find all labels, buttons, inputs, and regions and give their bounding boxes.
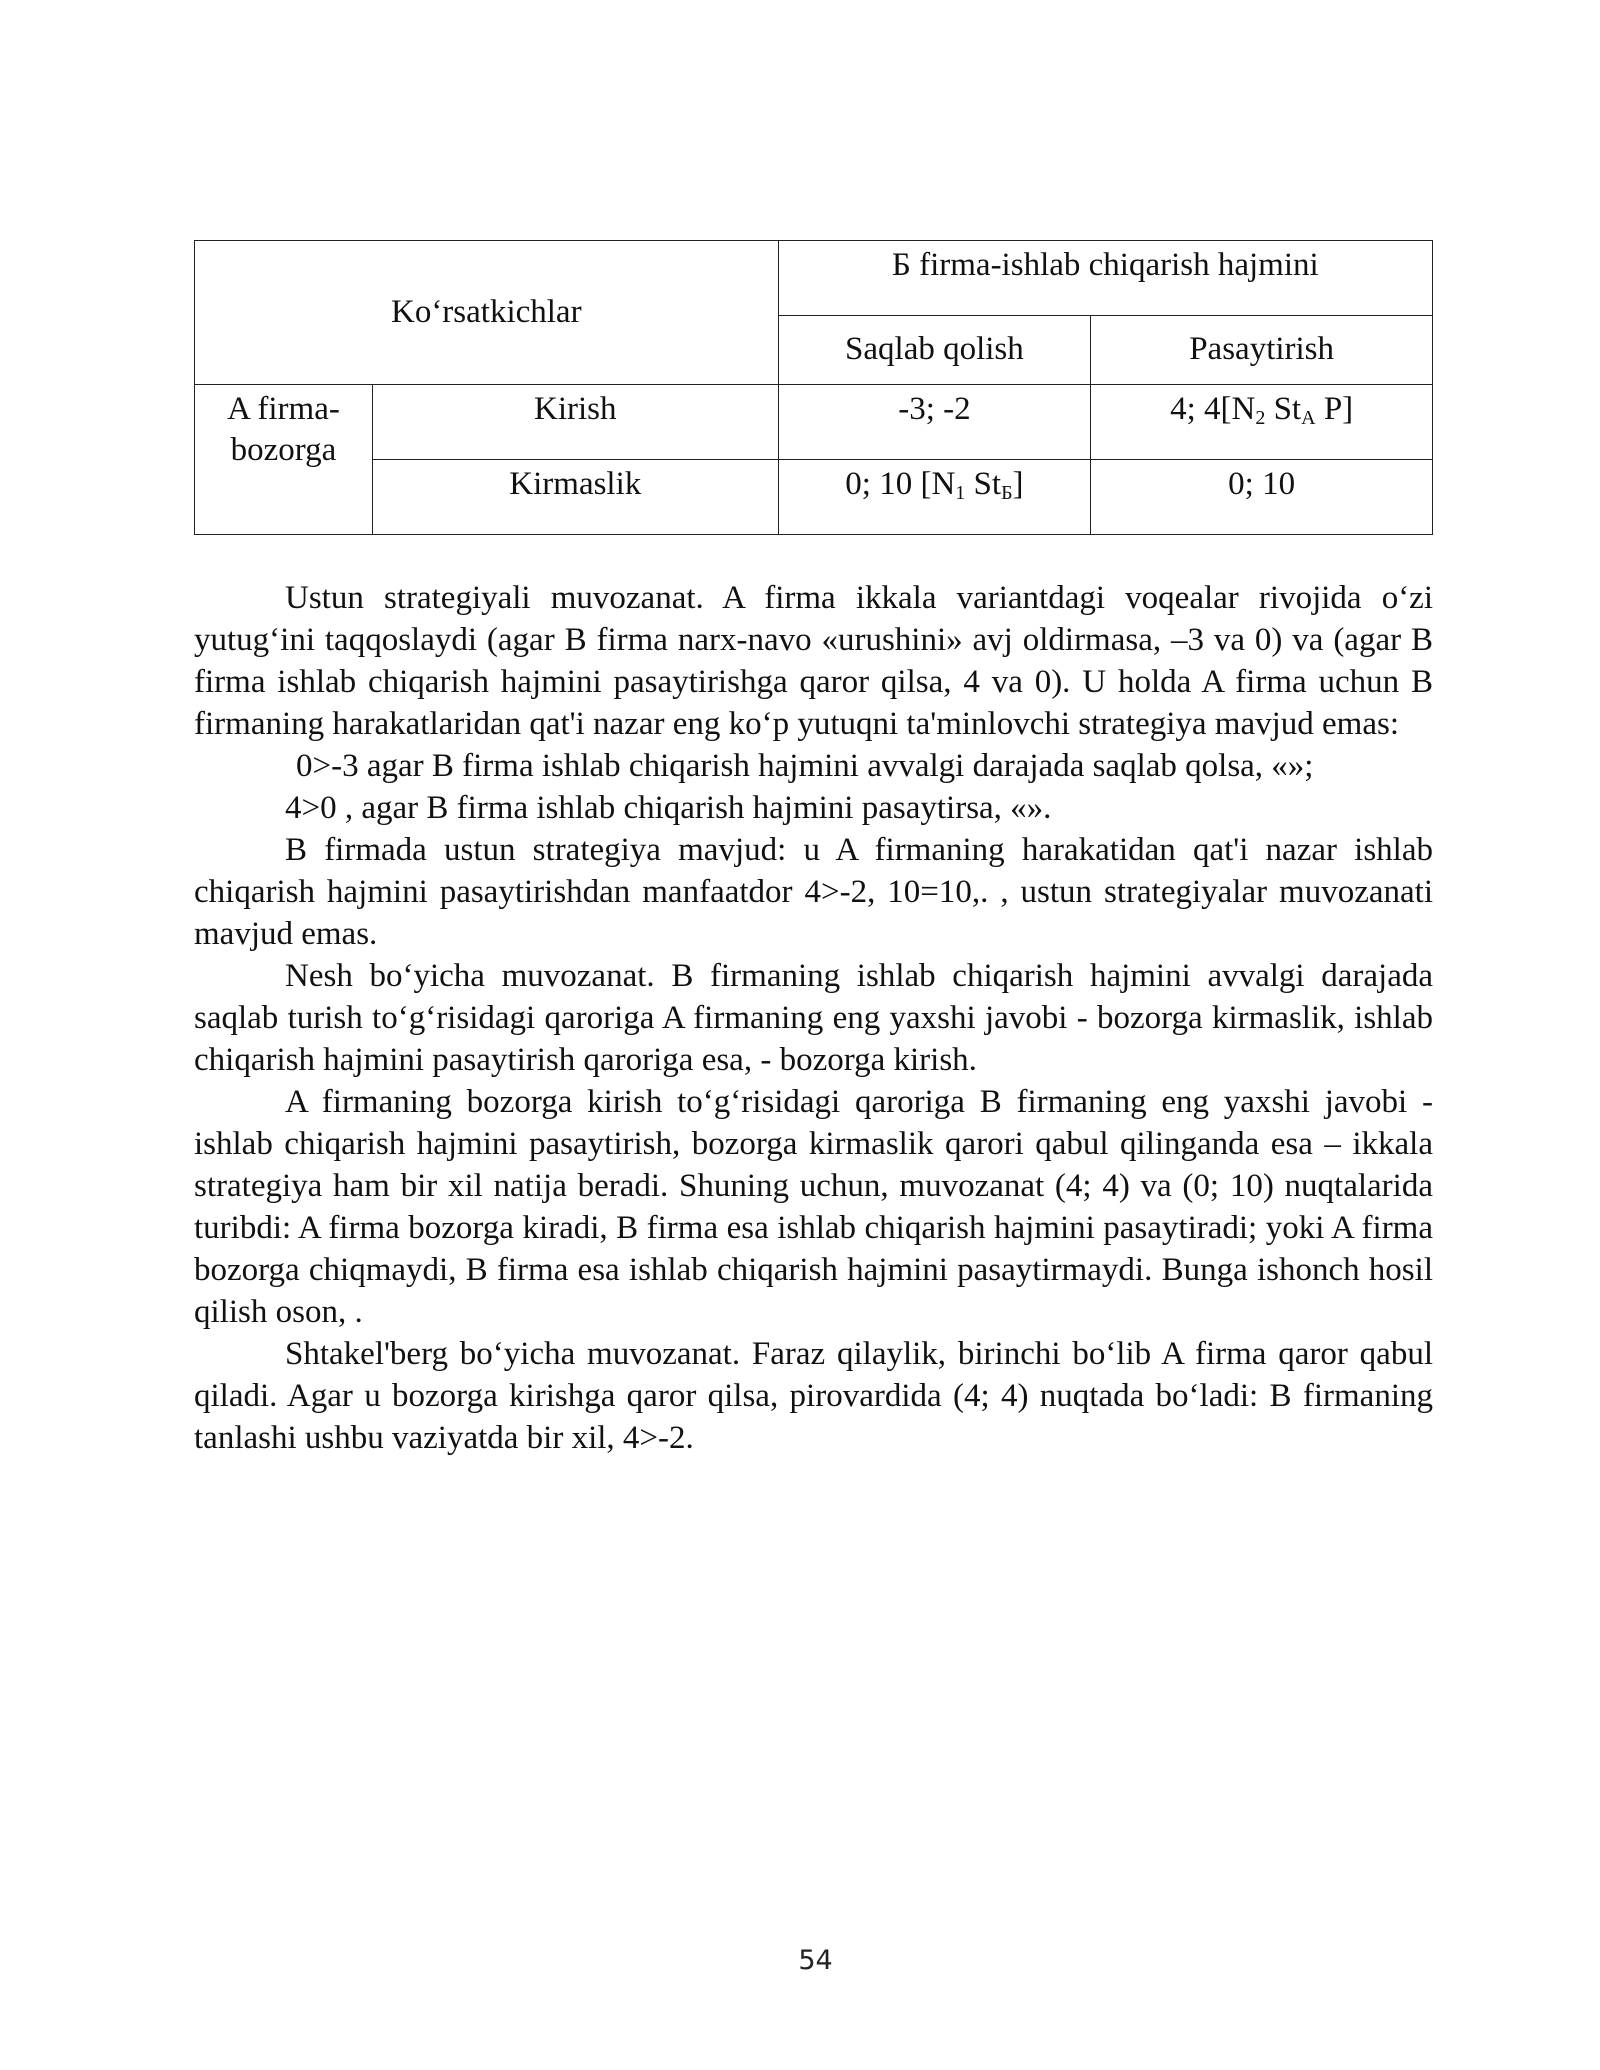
subscript: 1 [955, 482, 966, 504]
subscript: 2 [1255, 407, 1266, 429]
firm-a-group-cell [195, 385, 373, 535]
paragraph: Shtakel'berg bo‘yicha muvozanat. Faraz qilaylik, birinchi bo‘lib A firma qaror qabul qiladi. Agar u bozorga kirishga qaror qilsa, pirovardida (4; 4) nuqtada bo‘ladi: B firmaning tanlashi ushbu vaziyatda bir xil, 4>-2. [194, 1336, 1433, 1456]
paragraph: 0>-3 agar B firma ishlab chiqarish hajmini avvalgi darajada saqlab qolsa, «»; [296, 748, 1314, 784]
paragraph: 4>0 , agar B firma ishlab chiqarish hajmini pasaytirsa, «». [285, 790, 1052, 826]
paragraph: Ustun strategiyali muvozanat. A firma ikkala variantdagi voqealar rivojida o‘zi yutug‘ini taqqoslaydi (agar B firma narx-navo «urushini» avj oldirmasa, –3 va 0) va (agar B firma ishlab chiqarish hajmini pasaytirishga qaror qilsa, 4 va 0). U holda A firma uchun B firmaning harakatlaridan qat'i nazar eng ko‘p yutuqni ta'minlovchi strategiya mavjud emas: [194, 580, 1433, 742]
column-header-reduce [1091, 316, 1433, 385]
column-header-keep [778, 316, 1091, 385]
row-label-not-enter [372, 460, 778, 535]
paragraph: Nesh bo‘yicha muvozanat. B firmaning ishlab chiqarish hajmini avvalgi darajada saqlab turish to‘g‘risidagi qaroriga A firmaning eng yaxshi javobi - bozorga kirmaslik, ishlab chiqarish hajmini pasaytirish qaroriga esa, - bozorga kirish. [194, 958, 1433, 1078]
paragraph: B firmada ustun strategiya mavjud: u A firmaning harakatidan qat'i nazar ishlab chiqarish hajmini pasaytirishdan manfaatdor 4>-2, 10=10,. , ustun strategiyalar muvozanati mavjud emas. [194, 832, 1433, 952]
cell-enter-reduce-value: 4; 4[N [1170, 391, 1256, 427]
firm-b-group-header [778, 241, 1432, 316]
cell-text: St [1265, 391, 1302, 427]
header-indicators-cell [195, 241, 779, 385]
cell-text: ] [1012, 466, 1024, 502]
column-header-keep-label: Saqlab qolish [845, 331, 1024, 368]
column-header-reduce-label: Pasaytirish [1189, 331, 1335, 368]
page-number: 54 [798, 1945, 833, 1976]
cell-text: P] [1315, 391, 1354, 427]
row-label-enter [372, 385, 778, 460]
row-label-enter-text: Kirish [534, 391, 617, 427]
cell-enter-keep-value: -3; -2 [898, 391, 971, 427]
payoff-table [194, 240, 1433, 535]
paragraph: A firmaning bozorga kirish to‘g‘risidagi qaroriga B firmaning eng yaxshi javobi - ishlab chiqarish hajmini pasaytirish, bozorga kirmaslik qarori qabul qilinganda esa – ikkala strategiya ham bir xil natija beradi. Shuning uchun, muvozanat (4; 4) va (0; 10) nuqtalarida turibdi: A firma bozorga kiradi, B firma esa ishlab chiqarish hajmini pasaytiradi; yoki A firma bozorga chiqmaydi, B firma esa ishlab chiqarish hajmini pasaytirmaydi. Bunga ishonch hosil qilish oson, . [194, 1084, 1433, 1330]
cell-text: St [965, 466, 1002, 502]
cell-enter-reduce [1091, 385, 1433, 460]
firm-b-group-label: Б firma-ishlab chiqarish hajmini [891, 247, 1319, 283]
firm-a-group-label: A firma-bozorga [227, 391, 340, 469]
row-label-not-enter-text: Kirmaslik [509, 466, 642, 502]
header-indicators-label: Ko‘rsatkichlar [390, 293, 582, 330]
cell-not-enter-keep [778, 460, 1091, 535]
subscript: A [1301, 407, 1316, 429]
body-text [194, 577, 1433, 1459]
cell-not-enter-reduce [1091, 460, 1433, 535]
cell-not-enter-keep-value: 0; 10 [N [845, 466, 956, 502]
cell-enter-keep [778, 385, 1091, 460]
subscript: Б [1001, 482, 1013, 504]
cell-not-enter-reduce-value: 0; 10 [1228, 466, 1296, 502]
